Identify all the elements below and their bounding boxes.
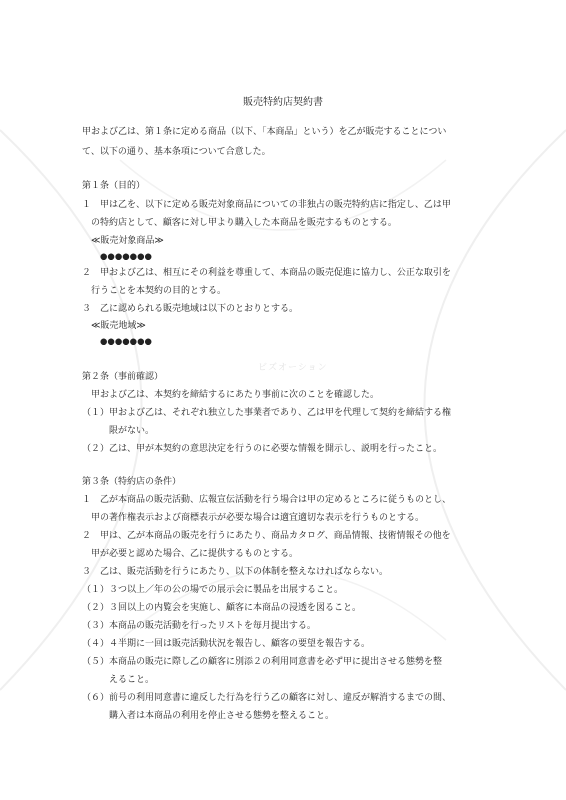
clause-line: ３ 乙は、販売活動を行うにあたり、以下の体制を整えなければならない。 [82, 567, 389, 577]
clause-line: ≪販売対象商品≫ [82, 236, 164, 246]
clause-line: （６）前号の利用同意書に違反した行為を行う乙の顧客に対し、違反が解消するまでの間、 [82, 693, 452, 703]
clause-line: （１）３つ以上／年の公の場での展示会に製品を出展すること。 [82, 585, 344, 595]
preamble-line: 甲および乙は、第１条に定める商品（以下、「本商品」という）を乙が販売することについ [82, 127, 447, 137]
clause-line: 甲が必要と認めた場合、乙に提供するものとする。 [82, 549, 299, 559]
clause-line: ２ 甲は、乙が本商品の販売を行うにあたり、商品カタログ、商品情報、技術情報その他を [82, 531, 451, 541]
article-heading: 第２条（事前確認） [82, 372, 164, 382]
clause-line: の特約店として、顧客に対し甲より購入した本商品を販売するものとする。 [82, 218, 397, 228]
watermark-text: ビズオーション [258, 363, 328, 373]
clause-line: （５）本商品の販売に際し乙の顧客に別添２の利用同意書を必ず甲に提出させる態勢を整 [82, 657, 443, 667]
clause-line: （３）本商品の販売活動を行ったリストを毎月提出する。 [82, 621, 316, 631]
clause-line: （２）乙は、甲が本契約の意思決定を行うのに必要な情報を開示し、説明を行ったこと。 [82, 444, 443, 454]
clause-line: 甲および乙は、本契約を締結するにあたり事前に次のことを確認した。 [82, 390, 380, 400]
clause-line: （２）３回以上の内覧会を実施し、顧客に本商品の浸透を図ること。 [82, 603, 362, 613]
clause-line: えること。 [82, 675, 155, 685]
clause-line: 行うことを本契約の目的とする。 [82, 286, 227, 296]
article-heading: 第１条（目的） [82, 181, 146, 191]
clause-line: 限がない。 [82, 426, 155, 436]
clause-line: 甲の著作権表示および商標表示が必要な場合は適宜適切な表示を行うものとする。 [82, 513, 425, 523]
clause-line: ≪販売地域≫ [82, 321, 146, 331]
placeholder-dots: ●●●●●●● [100, 252, 152, 262]
placeholder-dots: ●●●●●●● [100, 337, 152, 347]
clause-line: ２ 甲および乙は、相互にその利益を尊重して、本商品の販売促進に協力し、公正な取引を [82, 268, 451, 278]
preamble-line: て、以下の通り、基本条項について合意した。 [82, 147, 271, 157]
clause-line: （４）４半期に一回は販売活動状況を報告し、顧客の要望を報告する。 [82, 639, 371, 649]
clause-line: （１）甲および乙は、それぞれ独立した事業者であり、乙は甲を代理して契約を締結する権 [82, 408, 452, 418]
document-title: 販売特約店契約書 [243, 97, 323, 108]
clause-line: ３ 乙に認められる販売地域は以下のとおりとする。 [82, 304, 299, 314]
clause-line: １ 甲は乙を、以下に定める販売対象商品についての非独占の販売特約店に指定し、乙は甲 [82, 200, 451, 210]
article-heading: 第３条（特約店の条件） [82, 477, 182, 487]
clause-line: １ 乙が本商品の販売活動、広報宣伝活動を行う場合は甲の定めるところに従うものとし、 [82, 495, 452, 505]
clause-line: 購入者は本商品の利用を停止させる態勢を整えること。 [82, 711, 335, 721]
